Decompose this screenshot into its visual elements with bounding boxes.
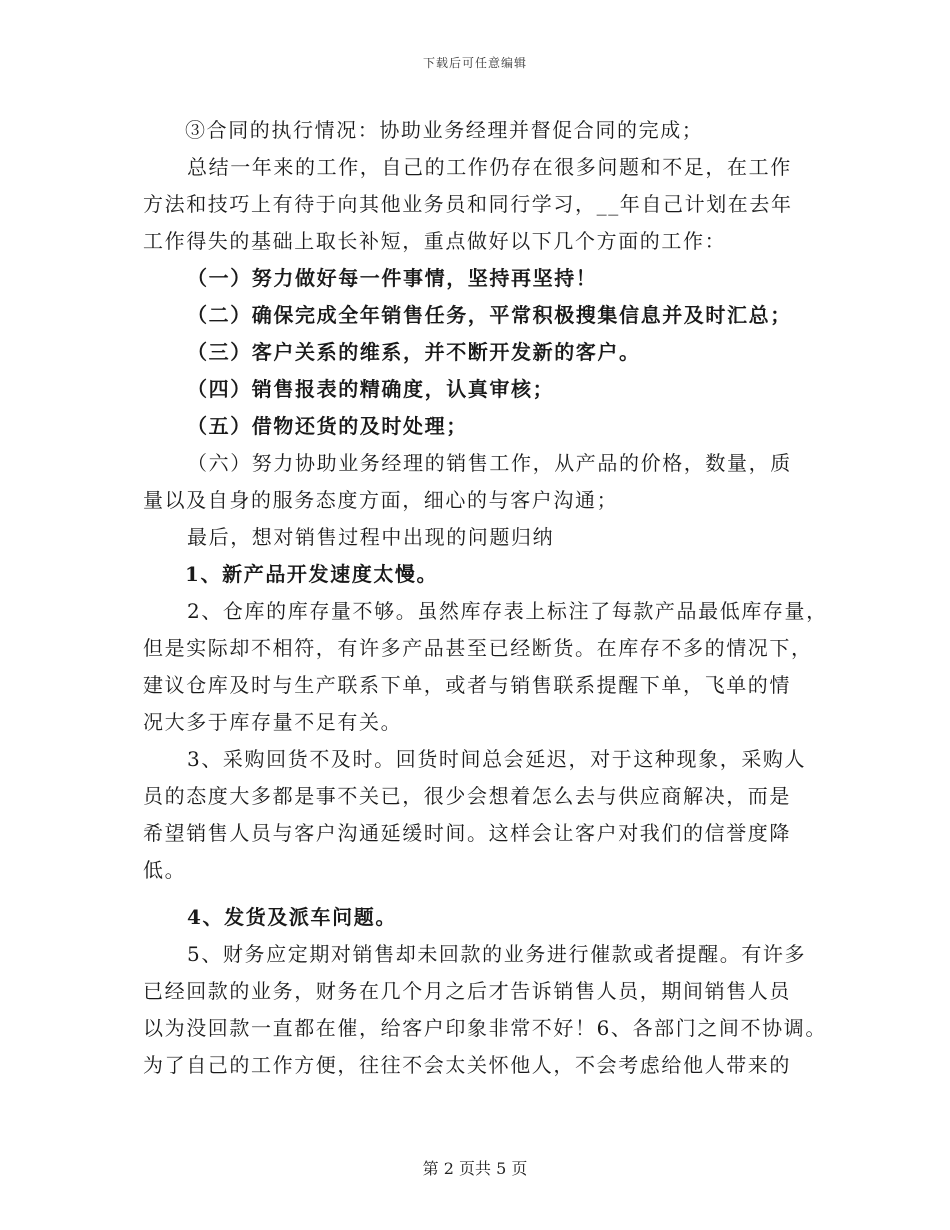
page-header: 下载后可任意编辑 — [422, 56, 527, 70]
paragraph-line: 以为没回款一直都在催，给客户印象非常不好！6、各部门之间不协调。 — [143, 1016, 827, 1040]
paragraph-line: 5、财务应定期对销售却未回款的业务进行催款或者提醒。有许多 — [187, 942, 807, 966]
plan-item-5: （五）借物还货的及时处理； — [187, 414, 468, 438]
problem-heading-1: 1、新产品开发速度太慢。 — [185, 562, 439, 586]
problem-heading-4: 4、发货及派车问题。 — [187, 905, 397, 929]
plan-item-6: （六）努力协助业务经理的销售工作，从产品的价格，数量，质 — [187, 451, 792, 475]
paragraph-line: 2、仓库的库存量不够。虽然库存表上标注了每款产品最低库存量， — [187, 599, 828, 623]
paragraph-line: 员的态度大多都是事不关已，很少会想着怎么去与供应商解决，而是 — [143, 784, 791, 808]
page-footer: 第 2 页共 5 页 — [422, 1159, 528, 1178]
paragraph-line: 但是实际却不相符，有许多产品甚至已经断货。在库存不多的情况下， — [143, 636, 813, 660]
paragraph-line: 建议仓库及时与生产联系下单，或者与销售联系提醒下单，飞单的情 — [143, 673, 791, 697]
paragraph-line: 希望销售人员与客户沟通延缓时间。这样会让客户对我们的信誉度降 — [143, 821, 791, 845]
plan-item-4: （四）销售报表的精确度，认真审核； — [187, 377, 555, 401]
paragraph-line: ③合同的执行情况：协助业务经理并督促合同的完成； — [185, 118, 704, 142]
paragraph-line: 量以及自身的服务态度方面，细心的与客户沟通； — [143, 488, 619, 512]
paragraph-line: 已经回款的业务，财务在几个月之后才告诉销售人员，期间销售人员 — [143, 979, 791, 1003]
plan-item-1: （一）努力做好每一件事情，坚持再坚持！ — [187, 266, 598, 290]
paragraph-line: 最后，想对销售过程中出现的问题归纳 — [187, 525, 555, 549]
paragraph-line: 3、采购回货不及时。回货时间总会延迟，对于这种现象，采购人 — [187, 747, 807, 771]
paragraph-line: 况大多于库存量不足有关。 — [143, 710, 403, 734]
plan-item-2: （二）确保完成全年销售任务，平常积极搜集信息并及时汇总； — [187, 303, 792, 327]
plan-item-3: （三）客户关系的维系，并不断开发新的客户。 — [187, 340, 641, 364]
paragraph-line: 方法和技巧上有待于向其他业务员和同行学习，__年自己计划在去年 — [143, 192, 793, 216]
paragraph-line: 低。 — [143, 858, 187, 882]
paragraph-line: 总结一年来的工作，自己的工作仍存在很多问题和不足，在工作 — [187, 155, 792, 179]
document-body — [143, 112, 828, 1084]
paragraph-line: 工作得失的基础上取长补短，重点做好以下几个方面的工作： — [143, 229, 727, 253]
paragraph-line: 为了自己的工作方便，往往不会太关怀他人，不会考虑给他人带来的 — [143, 1053, 791, 1077]
